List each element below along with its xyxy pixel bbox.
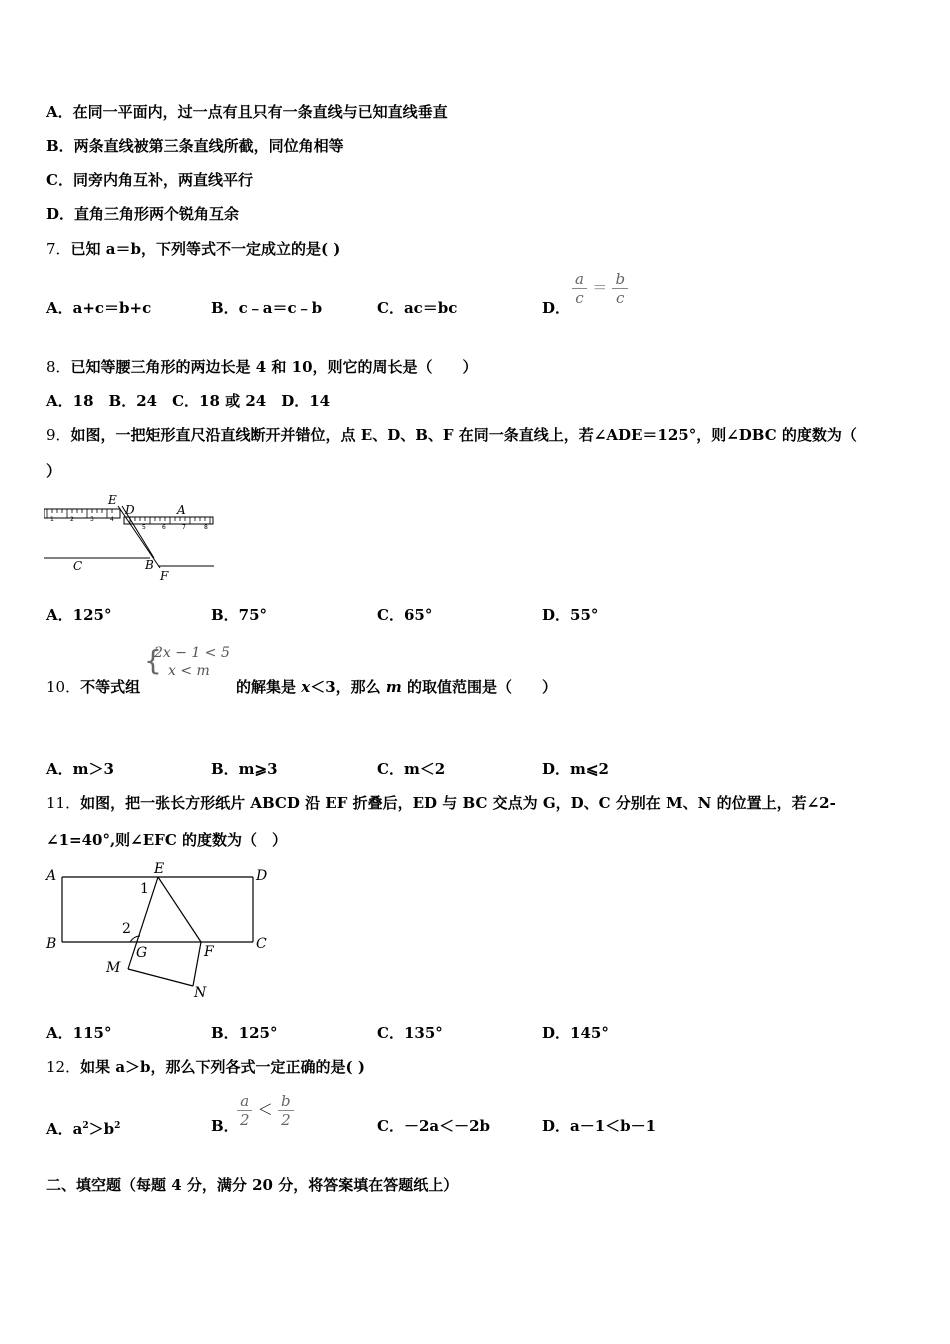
point-e: E: [154, 861, 165, 877]
q7-option-a: A．a+c＝b+c: [46, 299, 152, 317]
brace-icon: {: [144, 644, 162, 677]
section-2-heading: 二、填空题（每题 4 分，满分 20 分，将答案填在答题纸上）: [46, 1176, 459, 1194]
tick-label: 4: [110, 516, 114, 523]
q10-system: [144, 644, 236, 684]
q12-a-pre: A．a: [46, 1120, 83, 1138]
q11-option-d: D．145°: [542, 1024, 609, 1042]
q10-var-x: x: [301, 678, 311, 696]
q10-post-c: 的取值范围是（ ）: [401, 678, 557, 696]
q7-option-c: C．ac＝bc: [377, 299, 458, 317]
frac-den: c: [616, 289, 625, 307]
q6-option-c: C．同旁内角互补，两直线平行: [46, 171, 253, 189]
q10-post-b: ＜3，那么: [310, 678, 386, 696]
q7-number: 7．: [46, 240, 71, 258]
frac-den: 2: [281, 1111, 291, 1129]
point-d: D: [256, 868, 268, 884]
q8-number: 8．: [46, 358, 71, 376]
point-c: C: [256, 936, 267, 952]
q9-text: 如图，一把矩形直尺沿直线断开并错位，点 E、D、B、F 在同一条直线上，若∠ADE＝125°，则∠DBC 的度数为（: [70, 426, 857, 444]
q12-option-a: [46, 1116, 120, 1139]
q12-option-b: [211, 1092, 291, 1136]
q11-option-a: A．115°: [46, 1024, 112, 1042]
tick-label: 7: [182, 524, 186, 531]
q10-var-m: m: [385, 678, 402, 696]
tick-label: 8: [204, 524, 208, 531]
equals-sign: ＝: [592, 278, 608, 297]
point-c: C: [73, 559, 83, 573]
q8-options: A．18 B．24 C．18 或 24 D．14: [46, 392, 331, 410]
q12-option-b-label: B．: [211, 1117, 239, 1135]
tick-label: 2: [70, 516, 74, 523]
point-b: B: [145, 558, 154, 572]
q6-option-d: D．直角三角形两个锐角互余: [46, 205, 240, 223]
frac-num: b: [612, 270, 628, 289]
q9-option-c: C．65°: [377, 606, 433, 624]
point-a: A: [46, 868, 57, 884]
q10-option-b: B．m⩾3: [211, 760, 278, 778]
q9-stem: [46, 425, 857, 445]
q11-number: 11．: [46, 794, 81, 812]
q6-option-b: B．两条直线被第三条直线所截，同位角相等: [46, 137, 344, 155]
q12-option-b-formula: [237, 1092, 294, 1129]
q10-option-a: A．m＞3: [46, 760, 114, 778]
tick-label: 6: [162, 524, 166, 531]
q10-pre: 不等式组: [80, 678, 141, 696]
tick-label: 5: [142, 524, 146, 531]
q9-stem-cont: ）: [46, 462, 62, 480]
frac-den: 2: [240, 1111, 250, 1129]
point-e: E: [108, 493, 117, 507]
q9-option-b: B．75°: [211, 606, 268, 624]
point-g: G: [136, 945, 148, 961]
frac-num: a: [237, 1092, 252, 1111]
point-m: M: [106, 960, 121, 976]
q11-option-c: C．135°: [377, 1024, 443, 1042]
q7-stem: [46, 239, 340, 259]
q10-number: 10．: [46, 678, 81, 696]
point-a: A: [177, 503, 186, 517]
frac-num: b: [278, 1092, 294, 1111]
frac-den: c: [575, 289, 584, 307]
system-line-1: 2x − 1 < 5: [154, 645, 230, 661]
q7-option-d-label: D．: [542, 299, 571, 317]
q7-option-d-formula: [572, 270, 628, 307]
q9-option-a: A．125°: [46, 606, 112, 624]
angle-2-label: 2: [122, 921, 131, 937]
q10-stem-post: [236, 677, 557, 697]
point-b: B: [46, 936, 57, 952]
q11-stem: [46, 793, 836, 813]
q12-number: 12．: [46, 1058, 81, 1076]
point-d: D: [125, 503, 135, 517]
point-f: F: [160, 569, 169, 583]
q12-option-d: D．a－1＜b－1: [542, 1117, 657, 1135]
less-than-sign: ＜: [257, 1100, 273, 1119]
angle-1-label: 1: [140, 881, 149, 897]
q11-stem-cont: ∠1=40°,则∠EFC 的度数为（ ）: [46, 831, 287, 849]
q10-post-a: 的解集是: [236, 678, 302, 696]
q8-text: 已知等腰三角形的两边长是 4 和 10，则它的周长是（ ）: [70, 358, 478, 376]
q12-stem: [46, 1057, 365, 1077]
q12-text: 如果 a＞b，那么下列各式一定正确的是( ): [80, 1058, 365, 1076]
q10-stem: [46, 677, 140, 697]
point-f: F: [204, 944, 214, 960]
q12-option-c: C．－2a＜－2b: [377, 1117, 491, 1135]
q8-stem: [46, 357, 478, 377]
q12-a-sup2: 2: [114, 1121, 121, 1131]
q11-text: 如图，把一张长方形纸片 ABCD 沿 EF 折叠后，ED 与 BC 交点为 G，D、C 分别在 M、N 的位置上，若∠2-: [80, 794, 836, 812]
point-n: N: [194, 985, 207, 1001]
q7-text: 已知 a＝b，下列等式不一定成立的是( ): [70, 240, 341, 258]
q9-ruler-figure: [44, 492, 219, 584]
tick-label: 1: [50, 516, 54, 523]
system-line-2: x < m: [168, 663, 210, 679]
q11-option-b: B．125°: [211, 1024, 278, 1042]
q9-option-d: D．55°: [542, 606, 599, 624]
q7-option-b: B．c﹣a＝c﹣b: [211, 299, 323, 317]
q9-number: 9．: [46, 426, 71, 444]
q12-a-sup1: 2: [82, 1121, 89, 1131]
q12-a-mid: ＞b: [88, 1120, 115, 1138]
q10-option-d: D．m⩽2: [542, 760, 609, 778]
frac-num: a: [572, 270, 587, 289]
q7-option-d: [542, 270, 626, 318]
tick-label: 3: [90, 516, 94, 523]
q10-option-c: C．m＜2: [377, 760, 446, 778]
q6-option-a: A．在同一平面内，过一点有且只有一条直线与已知直线垂直: [46, 103, 448, 121]
q11-fold-figure: [44, 856, 274, 1002]
